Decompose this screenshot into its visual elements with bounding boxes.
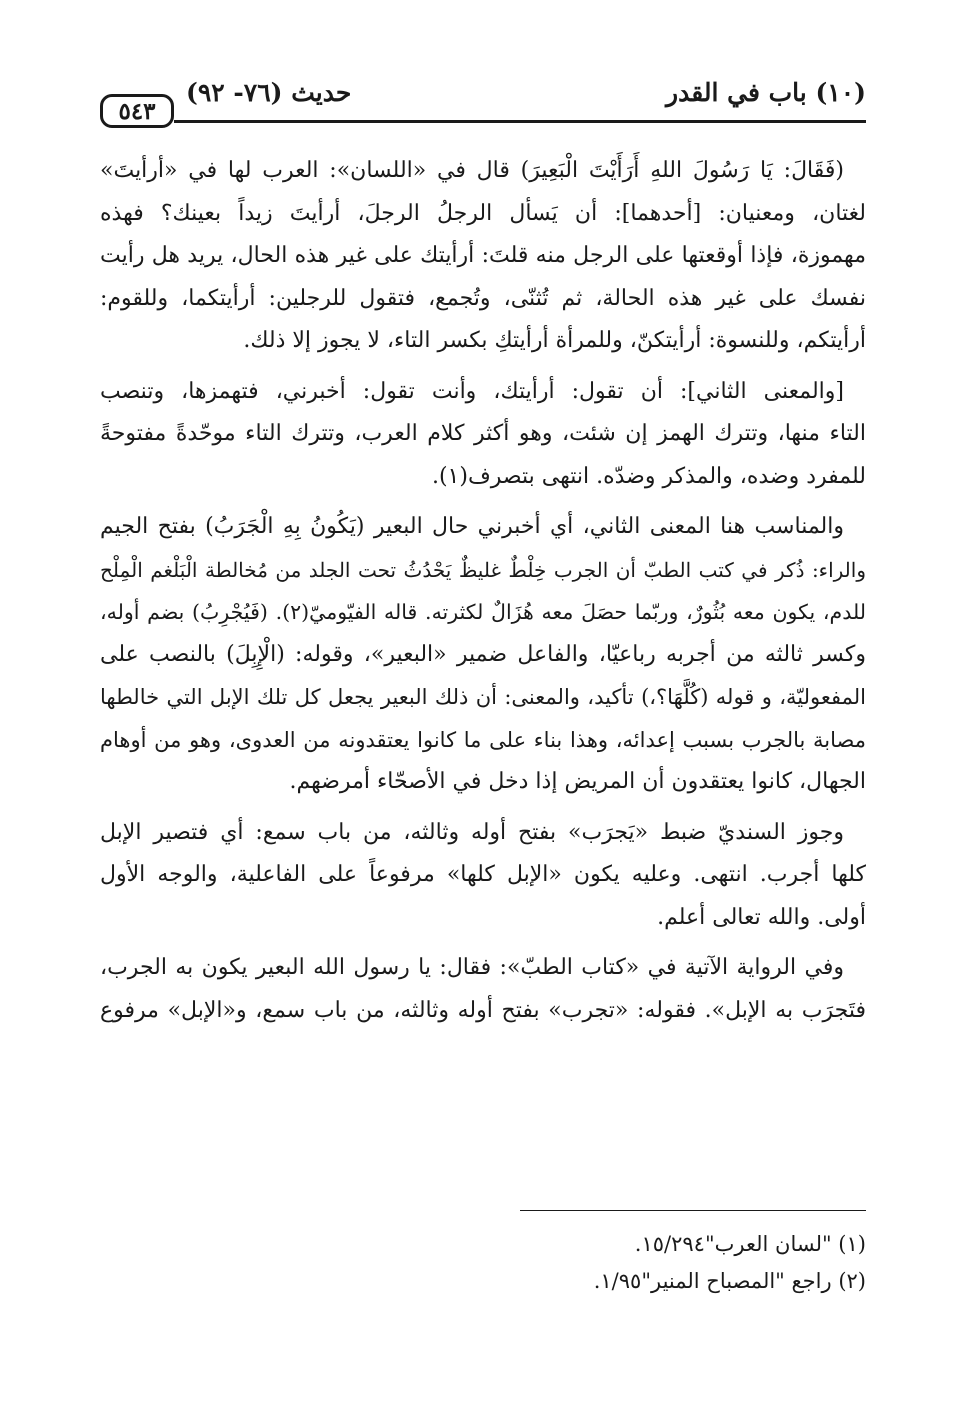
page-number: ٥٤٣ <box>100 94 174 128</box>
chapter-title: (١٠) باب في القدر <box>666 78 866 107</box>
paragraph-4 <box>100 812 866 940</box>
text-line: (فَقَالَ: يَا رَسُولَ اللهِ أَرَأَيْتَ الْبَعِيرَ) قال في «اللسان»: العرب لها في «أرأيتَ» <box>100 158 844 183</box>
hadith-range: حديث (٧٦- ٩٢) <box>186 78 352 107</box>
text-line: وكسر ثالثه من أجربه رباعيّا، والفاعل ضمير «البعير»، وقوله: (الْإِبِلَ) بالنصب على <box>100 641 866 667</box>
text-line: نفسك على غير هذه الحالة، ثم تُثنّى، وتُجمع، فتقول للرجلين: أرأيتكما، وللقوم: <box>100 285 866 311</box>
paragraph-5 <box>100 947 866 1032</box>
text-line: للدم، يكون معه بُثُورٌ، وربّما حصَلَ معه هُزَالٌ لكثرته. قاله الفيّوميّ(٢). (فَيُجْرِبُ) بضم أوله، <box>100 600 866 624</box>
page-header <box>100 74 866 130</box>
text-line: وفي الرواية الآتية في «كتاب الطبّ»: فقال: يا رسول الله البعير يكون به الجرب، <box>100 955 844 980</box>
text-line: للمفرد وضده، والمذكر وضدّه. انتهى بتصرف(١). <box>431 463 866 489</box>
main-text <box>100 150 866 1032</box>
text-line: [والمعنى الثاني]: أن تقول: أرأيتك، وأنت تقول: أخبرني، فتهمزها، وتنصب <box>100 378 844 404</box>
text-line: أرأيتكم، وللنسوة: أرأيتكنّ، وللمرأة أرأيتكِ بكسر التاء، لا يجوز إلا ذلك. <box>243 328 866 353</box>
text-line: لغتان، ومعنيان: [أحدهما]: أن يَسأل الرجلُ الرجلَ، أرأيتَ زيداً بعينك؟ فهذه <box>100 200 866 226</box>
text-line: التاء منها، وتترك الهمز إن شئت، وهو أكثر كلام العرب، وتترك التاء موحّدةً مفتوحةً <box>100 421 866 446</box>
text-line: والراء: ذُكر في كتب الطبّ أن الجرب خِلْطٌ غليظٌ يَحْدُثُ تحت الجلد من مُخالطة الْبَلْغم الْمِلْح <box>100 557 866 582</box>
footnotes <box>100 1226 866 1300</box>
paragraph-2 <box>100 371 866 499</box>
footnote-1: (١) "لسان العرب"١٥/٢٩٤. <box>634 1232 866 1256</box>
header-rule <box>174 120 866 123</box>
text-line: مهموزة، فإذا أوقعتها على الرجل منه قلتَ: أرأيتك على غير هذه الحال، يريد هل رأيت <box>100 243 866 268</box>
text-line: وجوز السنديّ ضبط «يَجرَب» بفتح أوله وثالثه، من باب سمع: أي فتصير الإبل <box>100 819 844 845</box>
text-line: الجهال، كانوا يعتقدون أن المريض إذا دخل في الأصحّاء أمرضهم. <box>289 769 866 794</box>
text-line: والمناسب هنا المعنى الثاني، أي أخبرني حال البعير (يَكُونُ بِهِ الْجَرَبُ) بفتح الجيم <box>100 514 844 539</box>
text-line: كلها أجرب. انتهى. وعليه يكون «الإبل كلها» مرفوعاً على الفاعلية، والوجه الأول <box>100 862 866 887</box>
footnote-rule <box>520 1210 866 1211</box>
text-line: أولى. والله تعالى أعلم. <box>657 904 866 930</box>
paragraph-3 <box>100 506 866 804</box>
paragraph-1 <box>100 150 866 363</box>
footnote-2: (٢) راجع "المصباح المنير"١/٩٥. <box>593 1269 866 1293</box>
text-line: فتَجرَب به الإبل». فقوله: «تجرب» بفتح أوله وثالثه، من باب سمع، و«الإبل» مرفوع <box>100 997 866 1023</box>
text-line: المفعوليّة، و قوله (كُلَّهَا؟،) تأكيد، والمعنى: أن ذلك البعير يجعل كل تلك الإبل التي خالطها <box>100 685 866 709</box>
text-line: مصابة بالجرب بسبب إعدائه، وهذا بناء على ما كانوا يعتقدونه من العدوى، وهو من أوهام <box>100 727 866 752</box>
